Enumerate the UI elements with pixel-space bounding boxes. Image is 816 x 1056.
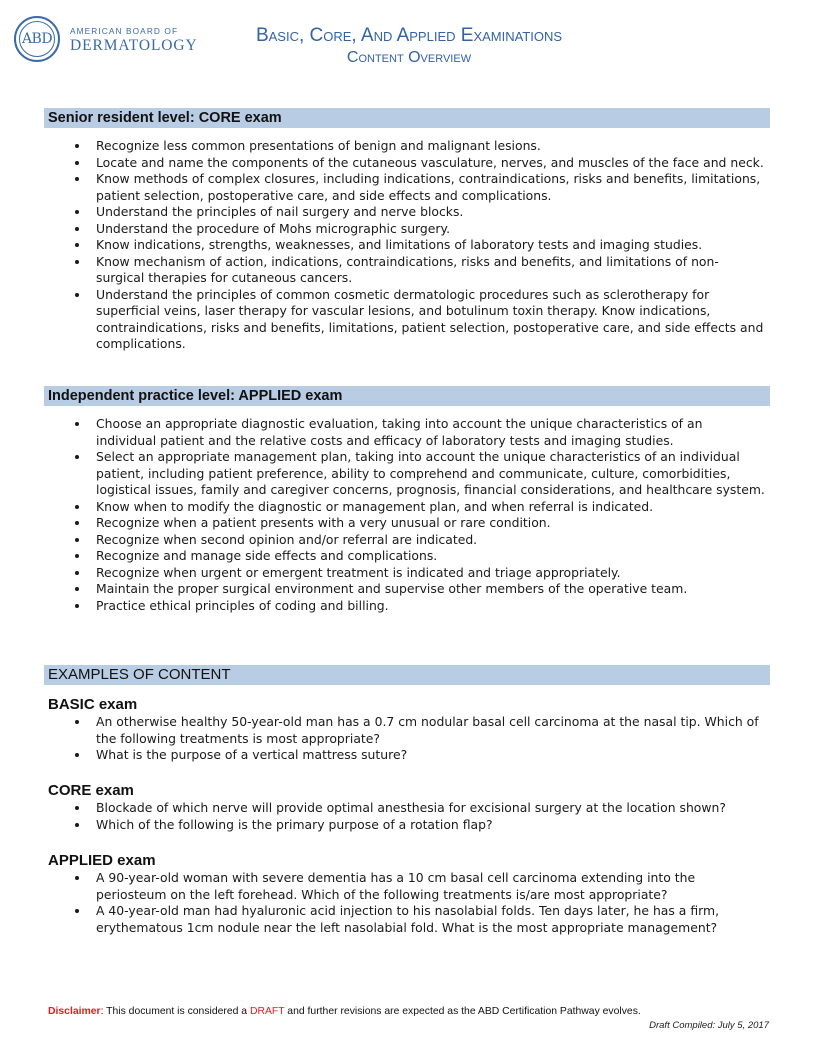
org-name-line1: AMERICAN BOARD OF bbox=[70, 26, 179, 36]
list-item: Understand the principles of nail surgery and nerve blocks. bbox=[44, 204, 770, 221]
core-objectives-list bbox=[44, 138, 770, 353]
list-item: Which of the following is the primary purpose of a rotation flap? bbox=[44, 817, 770, 834]
list-item: Know mechanism of action, indications, contraindications, risks and benefits, and limitations of non-surgical therapies for cutaneous cancers. bbox=[44, 254, 770, 287]
list-item: An otherwise healthy 50-year-old man has a 0.7 cm nodular basal cell carcinoma at the nasal tip. Which of the following treatments is most appropriate? bbox=[44, 714, 770, 747]
basic-examples-list bbox=[44, 714, 770, 764]
applied-objectives-list bbox=[44, 416, 770, 614]
abd-logo bbox=[14, 16, 198, 66]
list-item: Select an appropriate management plan, taking into account the unique characteristics of an individual patient, including patient preference, ability to comprehend and communicate, culture, comorbidities, logistical issues, family and caregiver concerns, prognosis, financial considerations, and healthcare system. bbox=[44, 449, 770, 499]
applied-exam-heading: APPLIED exam bbox=[48, 852, 156, 869]
document-header bbox=[180, 24, 638, 68]
list-item: Know indications, strengths, weaknesses, and limitations of laboratory tests and imaging studies. bbox=[44, 237, 770, 254]
list-item: Recognize when urgent or emergent treatment is indicated and triage appropriately. bbox=[44, 565, 770, 582]
list-item: Practice ethical principles of coding and billing. bbox=[44, 598, 770, 615]
list-item: Recognize when a patient presents with a very unusual or rare condition. bbox=[44, 515, 770, 532]
examples-section-heading: EXAMPLES OF CONTENT bbox=[44, 665, 770, 685]
disclaimer-draft: DRAFT bbox=[249, 1006, 285, 1017]
list-item: Know methods of complex closures, including indications, contraindications, risks and benefits, limitations, patient selection, postoperative care, and side effects and complications. bbox=[44, 171, 770, 204]
applied-examples-list bbox=[44, 870, 770, 936]
list-item: Recognize and manage side effects and complications. bbox=[44, 548, 770, 565]
disclaimer bbox=[48, 1006, 788, 1017]
list-item: Understand the principles of common cosmetic dermatologic procedures such as sclerotherapy for superficial veins, laser therapy for vascular lesions, and botulinum toxin therapy. Know indications, contraindications, risks and benefits, limitations, patient selection, postoperative care, and side effects and complications. bbox=[44, 287, 770, 353]
seal-text: ABD bbox=[21, 31, 53, 47]
org-name-line2: DERMATOLOGY bbox=[70, 37, 198, 54]
list-item: Understand the procedure of Mohs micrographic surgery. bbox=[44, 221, 770, 238]
list-item: Maintain the proper surgical environment and supervise other members of the operative team. bbox=[44, 581, 770, 598]
abd-seal-icon bbox=[14, 16, 60, 62]
list-item: Recognize when second opinion and/or referral are indicated. bbox=[44, 532, 770, 549]
list-item: Know when to modify the diagnostic or management plan, and when referral is indicated. bbox=[44, 499, 770, 516]
list-item: Recognize less common presentations of benign and malignant lesions. bbox=[44, 138, 770, 155]
core-examples-list bbox=[44, 800, 770, 833]
disclaimer-label: Disclaimer bbox=[48, 1006, 101, 1017]
list-item: A 90-year-old woman with severe dementia has a 10 cm basal cell carcinoma extending into the periosteum on the left forehead. Which of the following treatments is/are most appropriate? bbox=[44, 870, 770, 903]
document-subtitle: Content Overview bbox=[346, 49, 472, 66]
core-section-heading: Senior resident level: CORE exam bbox=[44, 108, 770, 128]
list-item: A 40-year-old man had hyaluronic acid injection to his nasolabial folds. Ten days later, he has a firm, erythematous 1cm nodule near the left nasolabial fold. What is the most appropriate management? bbox=[44, 903, 770, 936]
disclaimer-text-2: and further revisions are expected as the ABD Certification Pathway evolves. bbox=[284, 1006, 641, 1017]
list-item: What is the purpose of a vertical mattress suture? bbox=[44, 747, 770, 764]
draft-compiled-date: Draft Compiled: July 5, 2017 bbox=[649, 1020, 769, 1031]
list-item: Choose an appropriate diagnostic evaluation, taking into account the unique characteristics of an individual patient and the relative costs and efficacy of laboratory tests and imaging studies. bbox=[44, 416, 770, 449]
basic-exam-heading: BASIC exam bbox=[48, 696, 138, 713]
applied-section-heading: Independent practice level: APPLIED exam bbox=[44, 386, 770, 406]
document-title: Basic, Core, And Applied Examinations bbox=[255, 25, 563, 46]
core-exam-heading: CORE exam bbox=[48, 782, 134, 799]
list-item: Blockade of which nerve will provide optimal anesthesia for excisional surgery at the location shown? bbox=[44, 800, 770, 817]
list-item: Locate and name the components of the cutaneous vasculature, nerves, and muscles of the face and neck. bbox=[44, 155, 770, 172]
disclaimer-text-1: : This document is considered a bbox=[100, 1006, 250, 1017]
